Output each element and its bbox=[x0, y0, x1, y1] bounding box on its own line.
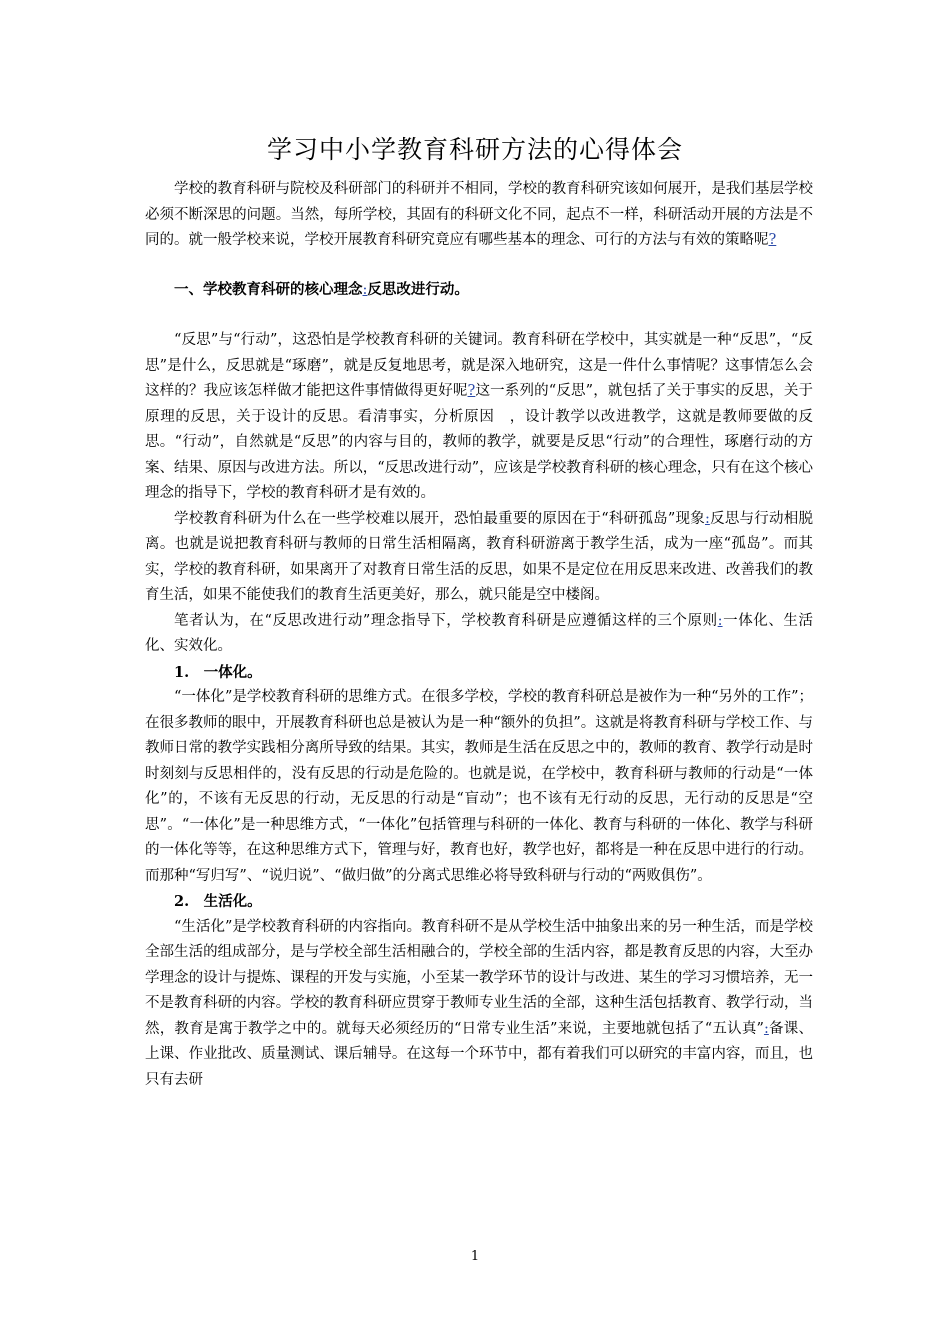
paragraph-three-principles bbox=[145, 609, 813, 660]
paragraph-reflection-action bbox=[145, 328, 813, 507]
paragraph-integration: “一体化”是学校教育科研的思维方式。在很多学校，学校的教育科研总是被作为一种“另外的工作”；在很多教师的眼中，开展教育科研也总是被认为是一种“额外的负担”。这就是将教育科研与学校工作、与教师日常的教学实践相分离所导致的结果。其实，教师是生活在反思之中的，教师的教育、教学行动是时时刻刻与反思相伴的，没有反思的行动是危险的。也就是说，在学校中，教育科研与教师的行动是“一体化”的，不该有无反思的行动，无反思的行动是“盲动”；也不该有无行动的反思，无行动的反思是“空思”。“一体化”是一种思维方式，“一体化”包括管理与科研的一体化、教育与科研的一体化、教学与科研的一体化等等，在这种思维方式下，管理与好，教育也好，教学也好，都将是一种在反思中进行的行动。而那种“写归写”、“说归说”、“做归做”的分离式思维必将导致科研与行动的“两败俱伤”。 bbox=[145, 689, 813, 884]
paragraph-text: 备课、上课、作业批改、质量测试、课后辅导。在这每一个环节中，都有着我们可以研究的丰富内容，而且，也只有去研 bbox=[145, 1020, 813, 1088]
punctuation-mark: ? bbox=[768, 232, 777, 248]
punctuation-mark: : bbox=[362, 281, 368, 298]
paragraph-text: 一体化、生活化、实效化。 bbox=[145, 612, 814, 654]
intro-text: 学校的教育科研与院校及科研部门的科研并不相同，学校的教育科研究该如何展开，是我们基层学校必须不断深思的问题。当然，每所学校，其固有的科研文化不同，起点不一样，科研活动开展的方法是不同的。就一般学校来说，学校开展教育科研究竟应有哪些基本的理念、可行的方法与有效的策略呢 bbox=[145, 181, 813, 248]
paragraph-text: 笔者认为，在“反思改进行动”理念指导下，学校教育科研是应遵循这样的三个原则 bbox=[174, 612, 718, 629]
paragraph-text: 这一系列的“反思”，就包括了关于事实的反思，关于原理的反思，关于设计的反思。看清事实，分析原因 ，设计教学以改进教学，这就是教师要做的反思。“行动”，自然就是“反思”的内容与目的，教师的教学，就要是反思“行动”的合理性，琢磨行动的方案、结果、原因与改进方法。所以，“反思改进行动”，应该是学校教育科研的核心理念，只有在这个核心理念的指导下，学校的教育科研才是有效的。 bbox=[145, 383, 814, 501]
punctuation-mark: : bbox=[763, 1020, 769, 1037]
punctuation-mark: : bbox=[717, 612, 723, 629]
paragraph-text: “反思”与“行动”，这恐怕是学校教育科研的关键词。教育科研在学校中，其实就是一种“反思”，“反思”是什么，反思就是“琢磨”，就是反复地思考，就是深入地研究，这是一件什么事情呢？这事情怎么会这样的？我应该怎样做才能把这件事情做得更好呢 bbox=[145, 332, 813, 399]
subheading-integration: 1. 一体化。 bbox=[174, 663, 262, 681]
paragraph-text: “生活化”是学校教育科研的内容指向。教育科研不是从学校生活中抽象出来的另一种生活，而是学校全部生活的组成部分，是与学校全部生活相融合的，学校全部的生活内容，都是教育反思的内容，大至办学理念的设计与提炼、课程的开发与实施，小至某一教学环节的设计与改进、某生的学习习惯培养，无一不是教育科研的内容。学校的教育科研应贯穿于教师专业生活的全部，这种生活包括教育、教学行动，当然，教育是寓于教学之中的。就每天必须经历的“日常专业生活”来说，主要地就包括了“五认真” bbox=[145, 918, 813, 1037]
paragraph-research-island bbox=[145, 507, 813, 609]
punctuation-mark: ? bbox=[467, 383, 476, 399]
document-body bbox=[145, 177, 813, 1093]
section-heading-part-b: 反思改进行动。 bbox=[367, 280, 469, 298]
page-title: 学习中小学教育科研方法的心得体会 bbox=[266, 135, 683, 164]
punctuation-mark: : bbox=[704, 510, 710, 527]
section-heading-part-a: 一、学校教育科研的核心理念 bbox=[174, 280, 363, 298]
intro-paragraph bbox=[145, 177, 813, 254]
paragraph-text: 学校教育科研为什么在一些学校难以展开，恐怕最重要的原因在于“科研孤岛”现象 bbox=[174, 510, 705, 527]
section-heading-core-concept bbox=[145, 277, 813, 304]
page-number: 1 bbox=[470, 1249, 480, 1264]
subheading-life-oriented: 2. 生活化。 bbox=[174, 893, 262, 910]
paragraph-text: 反思与行动相脱离。也就是说把教育科研与教师的日常生活相隔离，教育科研游离于教学生活，成为一座“孤岛”。而其实，学校的教育科研，如果离开了对教育日常生活的反思，如果不是定位在用反思来改进、改善我们的教育生活，如果不能使我们的教育生活更美好，那么，就只能是空中楼阁。 bbox=[145, 510, 813, 603]
paragraph-life-oriented bbox=[145, 915, 813, 1094]
